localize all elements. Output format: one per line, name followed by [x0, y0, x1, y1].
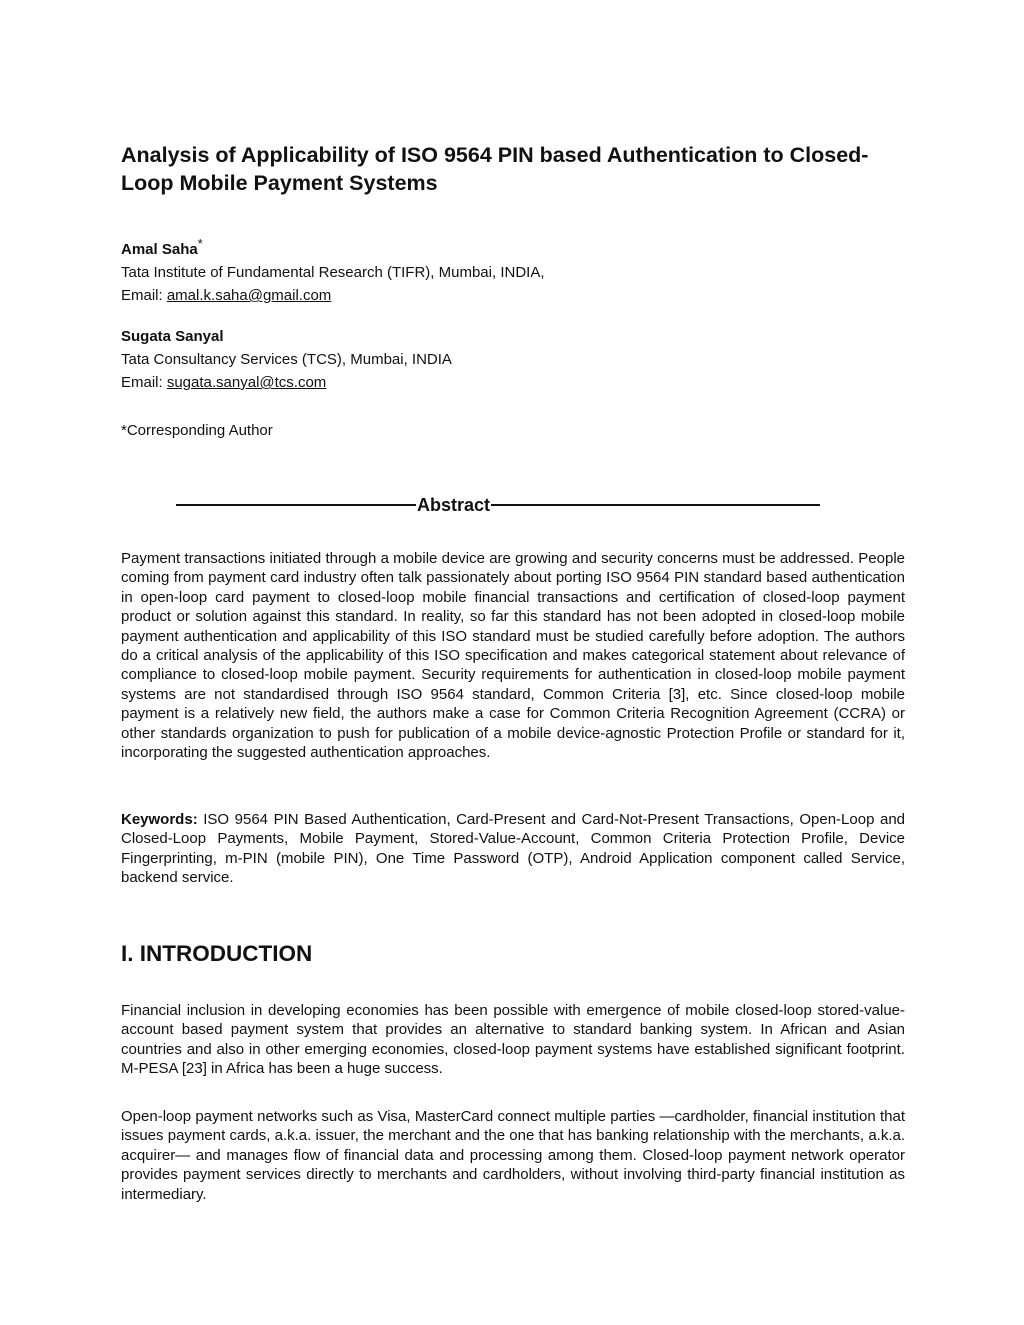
author-name — [121, 233, 905, 261]
author-affiliation: Tata Institute of Fundamental Research (TIFR), Mumbai, INDIA, — [121, 264, 545, 281]
author-email-link[interactable]: amal.k.saha@gmail.com — [166, 287, 332, 304]
corresponding-marker: * — [197, 237, 203, 251]
author-email-line — [121, 371, 905, 394]
abstract-heading-label: Abstract — [417, 494, 491, 515]
intro-paragraph: Open-loop payment networks such as Visa, MasterCard connect multiple parties —cardholder, financial institution that issues payment cards, a.k.a. issuer, the merchant and the one that has banking relationship with the merchants, a.k.a. acquirer— and manages flow of financial data and processing among them. Closed-loop payment network operator provides payment services directly to merchants and cardholders, without involving third-party financial institution as intermediary. — [121, 1108, 905, 1203]
email-label: Email: — [121, 287, 167, 304]
paper-title: Analysis of Applicability of ISO 9564 PIN based Authentication to Closed-Loop Mobile Payment Systems — [121, 143, 869, 195]
keywords-label: Keywords: — [121, 811, 198, 828]
heading-rule-right — [491, 504, 820, 506]
author-name: Sugata Sanyal — [121, 328, 224, 345]
author-name-text: Amal Saha — [121, 241, 198, 258]
author-block-2 — [121, 325, 905, 394]
heading-rule-left — [176, 504, 416, 506]
keywords-text: ISO 9564 PIN Based Authentication, Card-Present and Card-Not-Present Transactions, Open-Loop and Closed-Loop Payments, Mobile Payment, Stored-Value-Account, Common Criteria Protection Profile, Device Fingerprinting, m-PIN (mobile PIN), One Time Password (OTP), Android Application component called Service, backend service. — [121, 811, 906, 887]
author-affiliation: Tata Consultancy Services (TCS), Mumbai, INDIA — [121, 351, 452, 368]
author-email-link[interactable]: sugata.sanyal@tcs.com — [166, 374, 327, 391]
abstract-heading — [176, 492, 820, 518]
corresponding-author-note: *Corresponding Author — [121, 422, 273, 439]
keywords-paragraph — [121, 810, 905, 888]
intro-paragraph: Financial inclusion in developing economies has been possible with emergence of mobile closed-loop stored-value-account based payment system that provides an alternative to standard banking system. In African and Asian countries and also in other emerging economies, closed-loop payment systems have established significant footprint. M-PESA [23] in Africa has been a huge success. — [121, 1002, 905, 1078]
abstract-paragraph: Payment transactions initiated through a mobile device are growing and security concerns must be addressed. People coming from payment card industry often talk passionately about porting ISO 9564 PIN standard based authentication in open-loop card payment to closed-loop mobile financial transactions and certification of closed-loop payment product or solution against this standard. In reality, so far this standard has not been adopted in closed-loop mobile payment authentication and applicability of this ISO standard must be studied carefully before adoption. The authors do a critical analysis of the applicability of this ISO specification and makes categorical statement about relevance of compliance to closed-loop mobile payment. Security requirements for authentication in closed-loop mobile payment systems are not standardised through ISO 9564 standard, Common Criteria [3], etc. Since closed-loop mobile payment is a relatively new field, the authors make a case for Common Criteria Recognition Agreement (CCRA) or other standards organization to push for publication of a mobile device-agnostic Protection Profile or standard for it, incorporating the suggested authentication approaches. — [121, 550, 905, 762]
section-heading-introduction: I. INTRODUCTION — [121, 941, 313, 966]
author-email-line — [121, 284, 905, 307]
email-label: Email: — [121, 374, 167, 391]
author-block-1 — [121, 233, 905, 307]
